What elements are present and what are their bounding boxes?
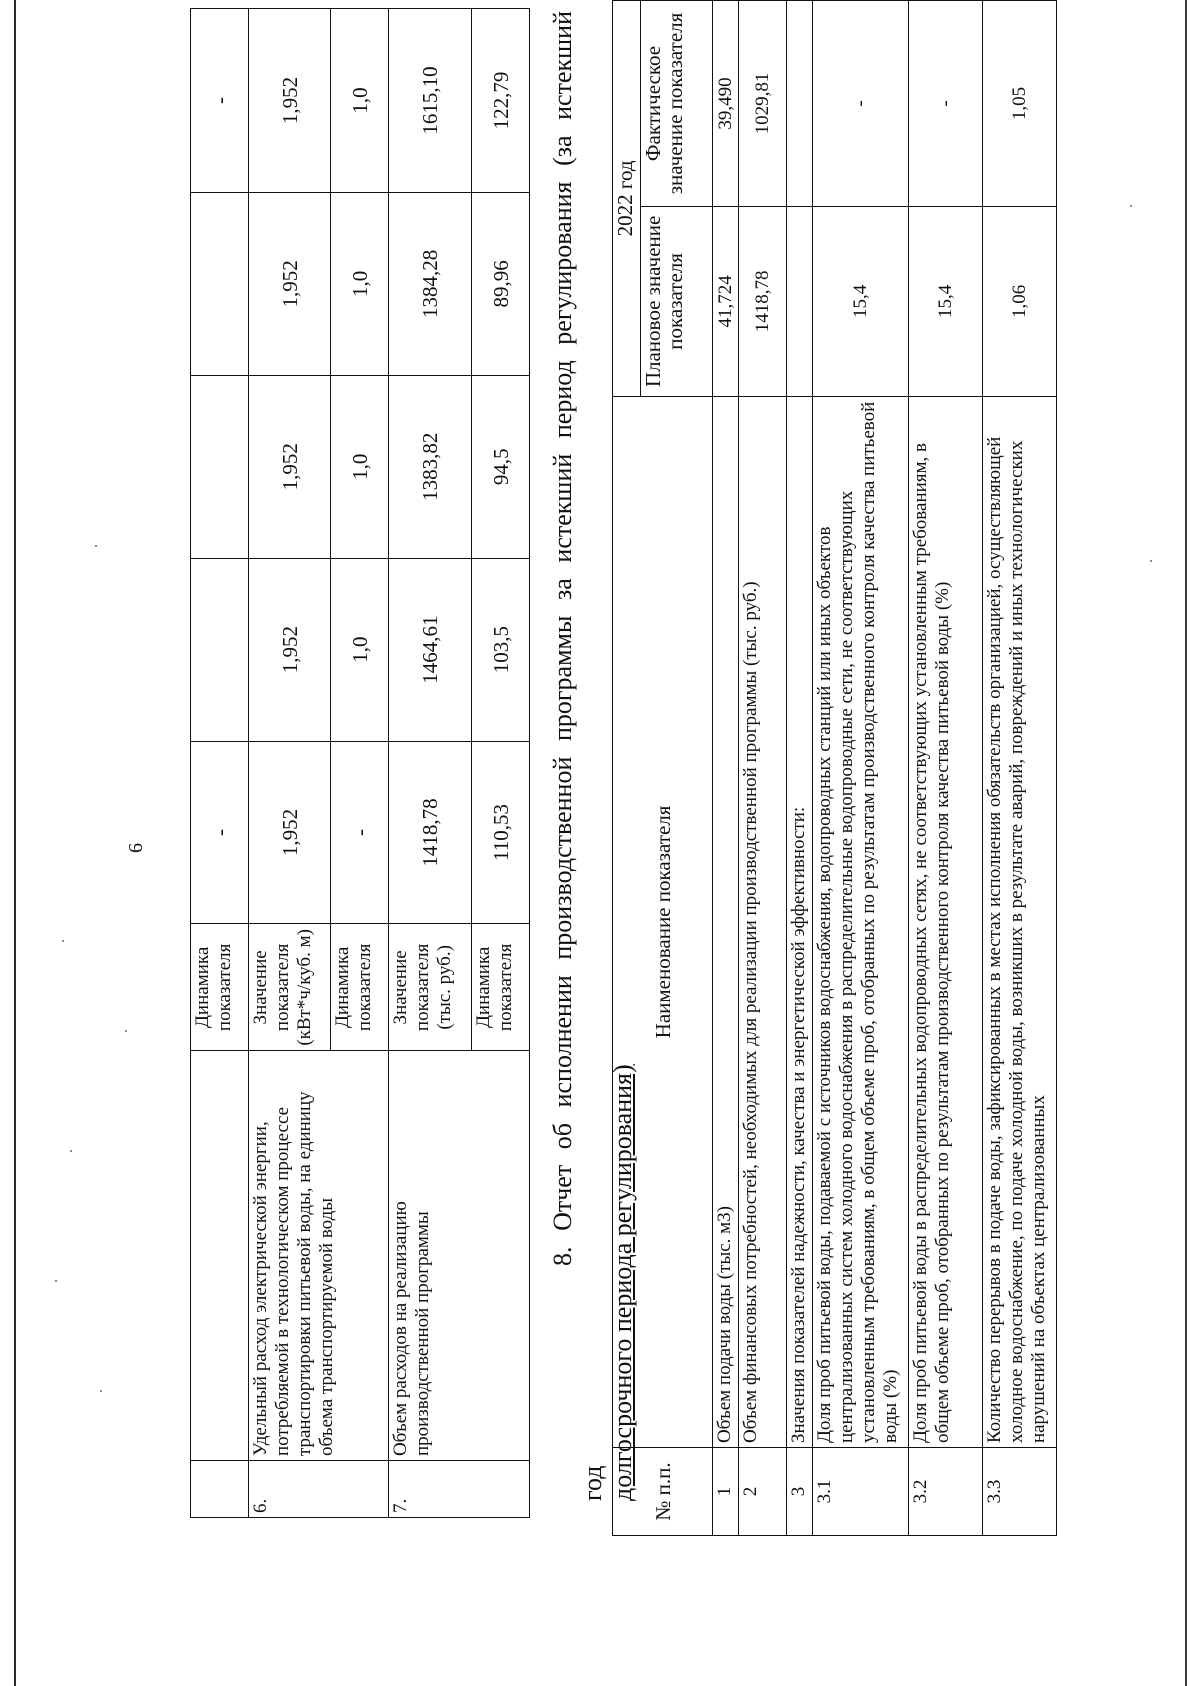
- scan-speck: [1150, 560, 1152, 562]
- scan-speck: [70, 1150, 72, 1152]
- row-number: 3.3: [983, 1448, 1057, 1536]
- unit-label: Значение показателя (тыс. руб.): [389, 924, 472, 1051]
- table-row: [909, 1, 983, 1536]
- value-cell: 1,952: [249, 192, 331, 375]
- value-cell: 1384,28: [389, 192, 472, 375]
- value-cell: 1,952: [249, 9, 331, 193]
- unit-label: Динамика показателя: [331, 924, 389, 1051]
- fact-value: -: [813, 1, 909, 207]
- column-header-fact: Фактическое значение показателя: [641, 1, 713, 207]
- row-number: 3.2: [909, 1448, 983, 1536]
- indicator-name: Объем расходов на реализацию производственной программы: [389, 1051, 530, 1461]
- value-cell: 1,0: [331, 375, 389, 558]
- production-program-report-table: [612, 0, 1057, 1536]
- table-row: [787, 1, 813, 1536]
- indicator-name: Количество перерывов в подаче воды, зафиксированных в местах исполнения обязательств организацией, осуществляющей холодное водоснабжение, по подаче холодной воды, возникших в результате аварий, повреждений и иных технологических нарушений на объектах централизованных: [983, 396, 1057, 1447]
- column-header-name: Наименование показателя: [613, 396, 713, 1447]
- value-cell: 94,5: [472, 375, 530, 558]
- column-header-year: 2022 год: [613, 1, 641, 397]
- table-row: [983, 1, 1057, 1536]
- table-row: [739, 1, 787, 1536]
- column-header-plan: Плановое значение показателя: [641, 206, 713, 396]
- table-row: [713, 1, 739, 1536]
- indicator-name: [191, 1051, 249, 1461]
- scan-speck: [125, 1030, 127, 1032]
- value-cell: 1,952: [249, 558, 331, 741]
- indicator-name: Удельный расход электрической энергии, потребляемой в технологическом процессе транспортировки питьевой воды, на единицу объема транспортируемой воды: [249, 1051, 389, 1461]
- plan-value: 15,4: [813, 206, 909, 396]
- value-cell: 1,0: [331, 558, 389, 741]
- indicator-name: Значения показателей надежности, качества и энергетической эффективности:: [787, 396, 813, 1447]
- plan-value: 1,06: [983, 206, 1057, 396]
- fact-value: -: [909, 1, 983, 207]
- value-cell: -: [191, 741, 249, 924]
- fact-value: 1,05: [983, 1, 1057, 207]
- value-cell: 1,0: [331, 9, 389, 193]
- row-number: 6.: [249, 1461, 389, 1518]
- value-cell: [191, 375, 249, 558]
- value-cell: [191, 192, 249, 375]
- value-cell: 1383,82: [389, 375, 472, 558]
- section-8-title-line-1: 8. Отчет об исполнении производственной программы за истекший период регулирования (за истекший год: [548, 11, 607, 1501]
- value-cell: 1464,61: [389, 558, 472, 741]
- table-row: [389, 9, 472, 1518]
- plan-value: [787, 206, 813, 396]
- fact-value: [787, 1, 813, 207]
- value-cell: 1418,78: [389, 741, 472, 924]
- value-cell: 1,0: [331, 192, 389, 375]
- scan-speck: [55, 1280, 57, 1282]
- indicator-name: Доля проб питьевой воды, подаваемой с источников водоснабжения, водопроводных станций или иных объектов централизованных систем холодного водоснабжения в распределительные водопроводные сети, не соответствующих установленным требованиям, в общем объеме проб, отобранных по результатам производственного контроля качества питьевой воды (%): [813, 396, 909, 1447]
- value-cell: -: [191, 9, 249, 193]
- value-cell: 103,5: [472, 558, 530, 741]
- plan-value: 1418,78: [739, 206, 787, 396]
- table-header-row: [613, 1, 641, 1536]
- row-number: 1: [713, 1448, 739, 1536]
- row-number: 3: [787, 1448, 813, 1536]
- value-cell: 1615,10: [389, 9, 472, 193]
- indicator-name: Объем финансовых потребностей, необходимых для реализации производственной программы (тыс. руб.): [739, 396, 787, 1447]
- scan-speck: [95, 545, 97, 547]
- scan-speck: [1130, 205, 1132, 207]
- unit-label: Динамика показателя: [472, 924, 530, 1051]
- value-cell: 110,53: [472, 741, 530, 924]
- plan-value: 41,724: [713, 206, 739, 396]
- indicator-name: Доля проб питьевой воды в распределительных водопроводных сетях, не соответствующих установленным требованиям, в общем объеме проб, отобранных по результатам производственного контроля качества питьевой воды (%): [909, 396, 983, 1447]
- column-header-number: № п.п.: [613, 1448, 713, 1536]
- indicators-table-continued: [190, 8, 530, 1518]
- value-cell: 1,952: [249, 375, 331, 558]
- unit-label: Значение показателя (кВт*ч/куб. м): [249, 924, 331, 1051]
- value-cell: 89,96: [472, 192, 530, 375]
- plan-value: 15,4: [909, 206, 983, 396]
- row-number: 2: [739, 1448, 787, 1536]
- scan-speck: [62, 940, 64, 942]
- unit-label: Динамика показателя: [191, 924, 249, 1051]
- fact-value: 39,490: [713, 1, 739, 207]
- value-cell: 1,952: [249, 741, 331, 924]
- value-cell: -: [331, 741, 389, 924]
- page-number: 6: [125, 843, 147, 853]
- scan-speck: [100, 1390, 102, 1392]
- value-cell: [191, 558, 249, 741]
- section-8-title-line-2: долгосрочного периода регулирования): [608, 1064, 637, 1501]
- row-number: [191, 1461, 249, 1518]
- indicator-name: Объем подачи воды (тыс. м3): [713, 396, 739, 1447]
- table-row: [813, 1, 909, 1536]
- table-row: [249, 9, 331, 1518]
- row-number: 7.: [389, 1461, 530, 1518]
- value-cell: 122,79: [472, 9, 530, 193]
- row-number: 3.1: [813, 1448, 909, 1536]
- table-row: [191, 9, 249, 1518]
- fact-value: 1029,81: [739, 1, 787, 207]
